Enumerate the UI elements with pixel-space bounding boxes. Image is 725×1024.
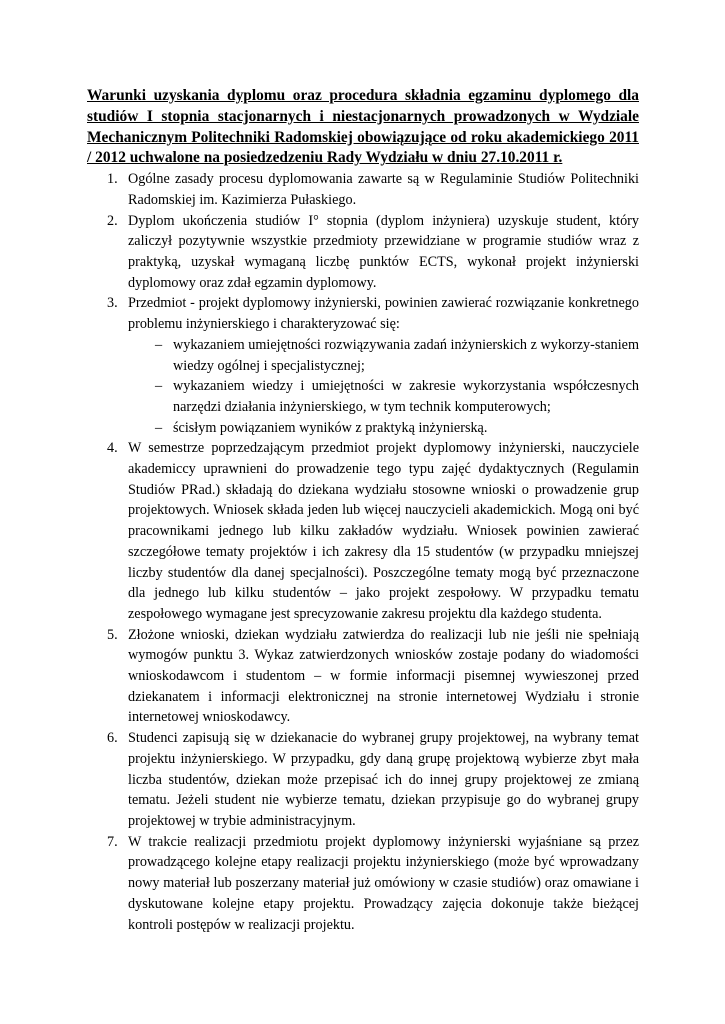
list-item	[87, 728, 639, 832]
sublist-item	[128, 376, 639, 417]
item-number: 2.	[107, 212, 118, 229]
list-item	[87, 169, 639, 210]
sublist-item	[128, 335, 639, 376]
item-number: 5.	[107, 626, 118, 643]
list-item	[87, 211, 639, 294]
list-item	[87, 625, 639, 729]
document-page	[87, 86, 639, 935]
sublist-item-text: wykazaniem wiedzy i umiejętności w zakresie wykorzystania współczesnych narzędzi działania inżynierskiego, w tym technik komputerowych;	[173, 378, 639, 415]
sublist-item-text: wykazaniem umiejętności rozwiązywania zadań inżynierskich z wykorzy-staniem wiedzy ogólnej i specjalistycznej;	[173, 336, 639, 374]
item-number: 6.	[107, 730, 118, 747]
item-text: Ogólne zasady procesu dyplomowania zawarte są w Regulaminie Studiów Politechniki Radomskiej im. Kazimierza Pułaskiego.	[128, 171, 639, 208]
item-text: Dyplom ukończenia studiów I° stopnia (dyplom inżyniera) uzyskuje student, który zaliczył pozytywnie wszystkie przedmioty przewidziane w programie studiów wraz z praktyką, uzyskał wymaganą liczbę punktów ECTS, wykonał projekt inżynierski dyplomowy oraz zdał egzamin dyplomowy.	[128, 212, 639, 291]
document-title: Warunki uzyskania dyplomu oraz procedura składnia egzaminu dyplomego dla studiów I stopnia stacjonarnych i niestacjonarnych prowadzonych w Wydziale Mechanicznym Politechniki Radomskiej obowiązujące od roku akademickiego 2011 / 2012 uchwalone na posiedzedzeniu Rady Wydziału w dniu 27.10.2011 r.	[87, 87, 639, 167]
conditions-list	[87, 169, 639, 935]
sublist-item	[128, 418, 639, 439]
item-text: Studenci zapisują się w dziekanacie do wybranej grupy projektowej, na wybrany temat projektu inżynierskiego. W przypadku, gdy daną grupę projektową wybierze zbyt mała liczba studentów, dziekan może przepisać ich do innej grupy projektowej ze zmianą tematu. Jeżeli student nie wybierze tematu, dziekan przypisuje go do wybranej grupy projektowej w trybie administracyjnym.	[128, 730, 639, 829]
list-item	[87, 293, 639, 438]
item-text: W semestrze poprzedzającym przedmiot projekt dyplomowy inżynierski, nauczyciele akademiccy uprawnieni do prowadzenie tego typu zajęć dydaktycznych (Regulamin Studiów PRad.) składają do dziekana wydziału stosowne wnioski o prowadzenie grup projektowych. Wniosek składa jeden lub więcej nauczycieli akademickich. Mogą oni być pracownikami jednego lub kilku zakładów wydziału. Wniosek powinien zawierać szczegółowe tematy projektów i ich zakresy dla 15 studentów (w przypadku mniejszej liczby studentów dla danej specjalności). Poszczególne tematy mogą być przeznaczone dla jednego lub kilku studentów – jako projekt zespołowy. W przypadku tematu zespołowego wymagane jest sprecyzowanie zakresu projektu dla każdego studenta.	[128, 440, 639, 622]
item-number: 1.	[107, 171, 118, 188]
list-item	[87, 438, 639, 624]
sublist-item-text: ścisłym powiązaniem wyników z praktyką inżynierską.	[173, 419, 488, 436]
item-number: 3.	[107, 295, 118, 312]
item-number: 4.	[107, 440, 118, 457]
item-number: 7.	[107, 833, 118, 850]
dash-mark: –	[155, 419, 163, 436]
item-text: Przedmiot - projekt dyplomowy inżynierski, powinien zawierać rozwiązanie konkretnego problemu inżynierskiego i charakteryzować się:	[128, 295, 639, 333]
dash-mark: –	[155, 336, 163, 353]
dash-mark: –	[155, 378, 163, 395]
requirements-sublist	[128, 335, 639, 439]
list-item	[87, 832, 639, 936]
item-text: Złożone wnioski, dziekan wydziału zatwierdza do realizacji lub nie jeśli nie spełniają wymogów punktu 3. Wykaz zatwierdzonych wniosków zostaje podany do wiadomości wnioskodawcom i studentom – w formie informacji pisemnej wywieszonej przed dziekanatem i informacji elektronicznej na stronie internetowej Wydziału i stronie internetowej wnioskodawcy.	[128, 626, 639, 726]
item-text: W trakcie realizacji przedmiotu projekt dyplomowy inżynierski wyjaśniane są przez prowadzącego kolejne etapy realizacji projektu inżynierskiego (może być wprowadzany nowy materiał lub poszerzany materiał już omówiony w czasie studiów) oraz omawiane i dyskutowane kolejne etapy projektu. Prowadzący zajęcia dokonuje także bieżącej kontroli postępów w realizacji projektu.	[128, 833, 639, 933]
